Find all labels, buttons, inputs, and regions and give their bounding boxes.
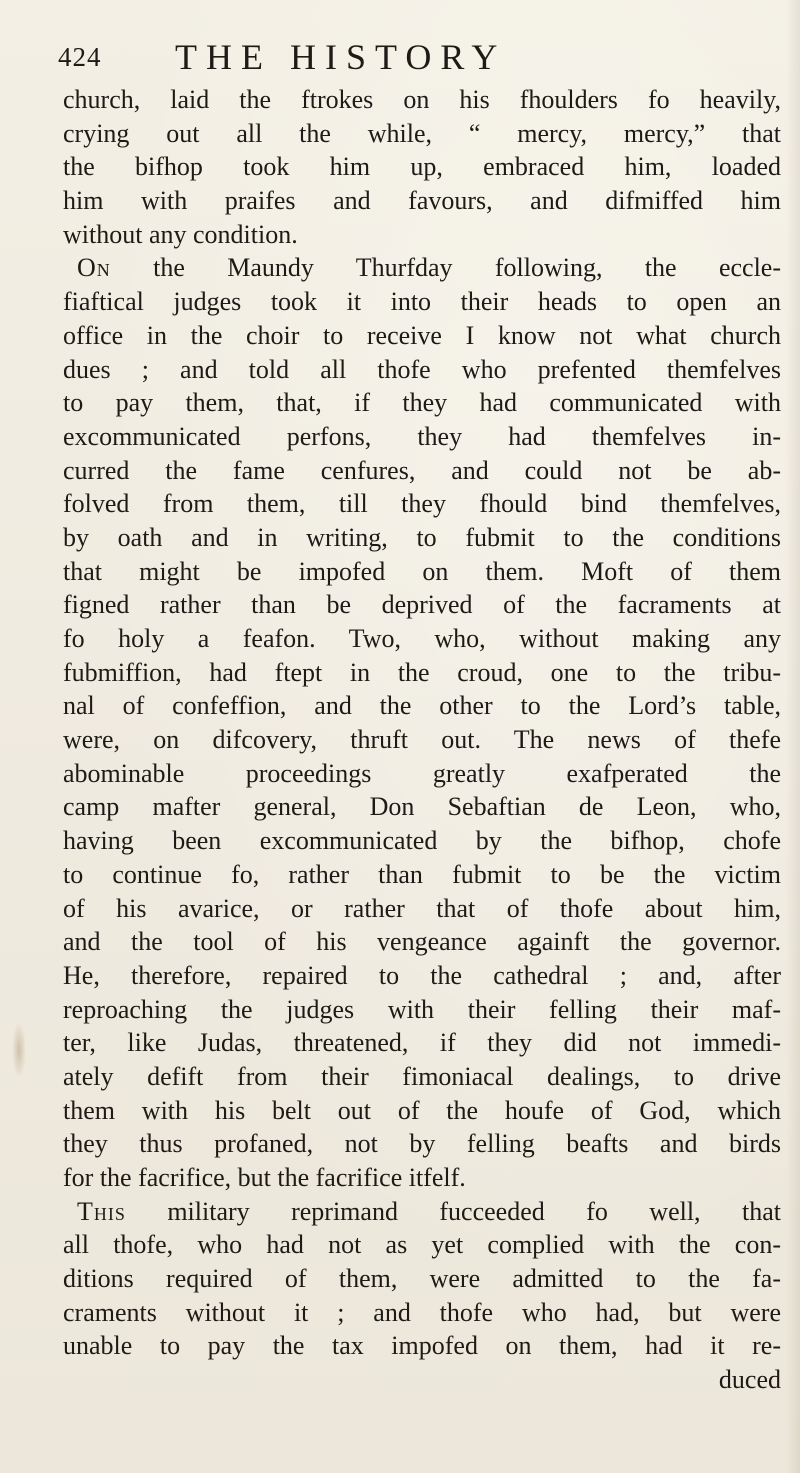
text-line: fubmiffion, had ftept in the croud, one to the tribu- — [63, 657, 781, 687]
text-line: On the Maundy Thurfday following, the eccle- — [77, 253, 781, 283]
text-line: nal of confeffion, and the other to the Lord’s table, — [63, 691, 781, 721]
text-line: and the tool of his vengeance againft the governor. — [63, 927, 781, 957]
text-line: all thofe, who had not as yet complied with the con- — [63, 1230, 781, 1260]
page-edge-shadow — [786, 0, 800, 1473]
text-line: were, on difcovery, thruft out. The news of thefe — [63, 725, 781, 755]
text-line: for the facrifice, but the facrifice itfelf. — [63, 1163, 466, 1192]
text-line: excommunicated perfons, they had themfelves in- — [63, 421, 781, 451]
text-line: folved from them, till they fhould bind themfelves, — [63, 489, 781, 519]
text-line: them with his belt out of the houfe of God, which — [63, 1095, 781, 1125]
text-line: reproaching the judges with their felling their maf- — [63, 994, 781, 1024]
page-number: 424 — [58, 42, 102, 72]
text-line: without any condition. — [63, 219, 298, 249]
text-line: This military reprimand fucceeded fo well, that — [77, 1196, 781, 1226]
text-line: church, laid the ftrokes on his fhoulders fo heavily, — [63, 85, 781, 114]
text-line: ter, like Judas, threatened, if they did not immedi- — [63, 1028, 781, 1058]
text-line: camp mafter general, Don Sebaftian de Leon, who, — [63, 792, 781, 822]
text-line: by oath and in writing, to fubmit to the conditions — [63, 522, 781, 552]
text-line: curred the fame cenfures, and could not be ab- — [63, 455, 781, 485]
text-line: duced — [718, 1365, 781, 1395]
text-line: figned rather than be deprived of the facraments at — [63, 590, 781, 620]
text-line: fiaftical judges took it into their heads to open an — [63, 287, 781, 317]
text-line: craments without it ; and thofe who had, but were — [63, 1297, 781, 1327]
text-line: abominable proceedings greatly exafperated the — [63, 758, 781, 788]
text-line: ditions required of them, were admitted to the fa- — [63, 1264, 781, 1294]
text-line: crying out all the while, “ mercy, mercy,” that — [63, 118, 781, 148]
text-line: He, therefore, repaired to the cathedral ; and, after — [63, 960, 781, 990]
body-text — [63, 83, 781, 1397]
text-line: ately defift from their fimoniacal dealings, to drive — [63, 1061, 781, 1091]
text-line: they thus profaned, not by felling beafts and birds — [63, 1129, 781, 1159]
text-line: office in the choir to receive I know not what church — [63, 320, 781, 350]
text-line: of his avarice, or rather that of thofe about him, — [63, 893, 781, 923]
text-line: having been excommunicated by the bifhop, chofe — [63, 826, 781, 856]
text-line: him with praifes and favours, and difmiffed him — [63, 186, 781, 216]
text-line: fo holy a feafon. Two, who, without making any — [63, 624, 781, 653]
text-line: that might be impofed on them. Moft of them — [63, 556, 781, 586]
text-line: the bifhop took him up, embraced him, loaded — [63, 152, 781, 182]
paragraph-lead-word: This — [77, 1196, 126, 1226]
text-line: to continue fo, rather than fubmit to be the victim — [63, 859, 781, 889]
paper-stain — [12, 1022, 26, 1078]
text-line: dues ; and told all thofe who prefented themfelves — [63, 354, 781, 384]
paragraph-lead-word: On — [77, 253, 111, 283]
text-line: to pay them, that, if they had communicated with — [63, 388, 781, 418]
running-head: THE HISTORY — [175, 37, 507, 77]
text-line: unable to pay the tax impofed on them, had it re- — [63, 1331, 781, 1361]
